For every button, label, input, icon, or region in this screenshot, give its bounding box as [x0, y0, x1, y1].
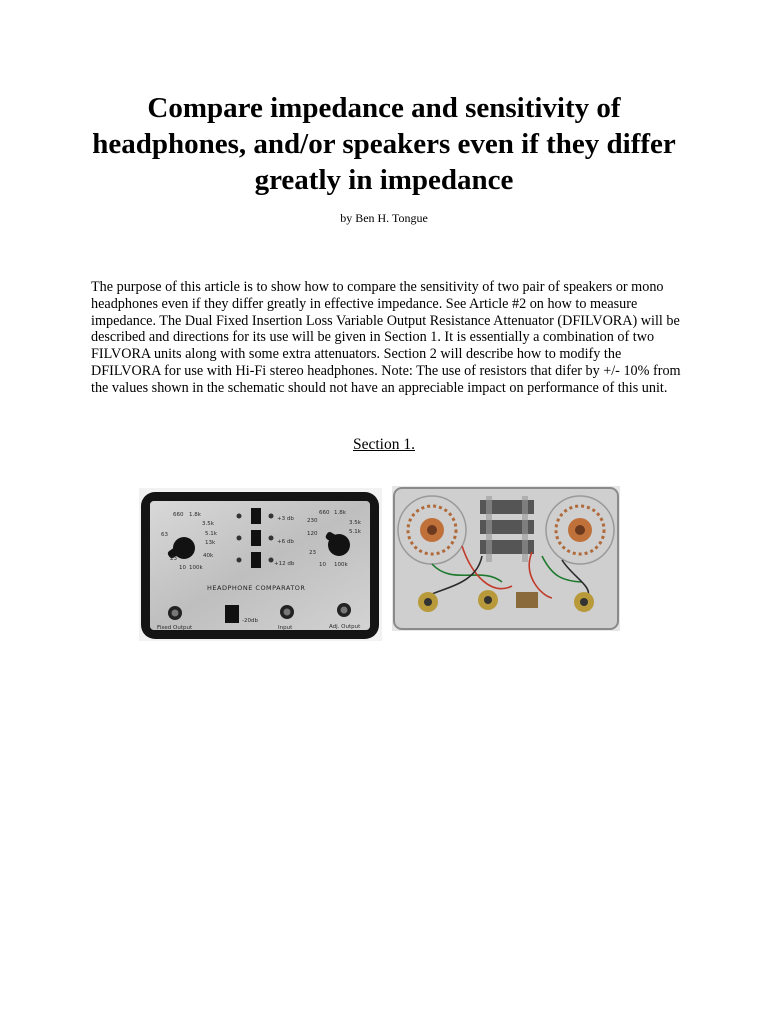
front-right-dial-label: 120 [307, 531, 318, 537]
front-right-dial-label: 1.8k [334, 510, 346, 516]
front-left-dial-label: 660 [173, 512, 184, 518]
svg-text:23 [309, 550, 316, 556]
svg-text:5.1k [349, 529, 362, 535]
front-right-dial-label: 5.1k [349, 529, 361, 535]
front-left-dial-label: 13k [205, 540, 216, 546]
svg-text:3.5k [349, 520, 362, 526]
front-left-dial-label: 63 [161, 532, 168, 538]
svg-text:660 [173, 512, 184, 518]
svg-text:120 [307, 531, 318, 537]
svg-text:-20db [242, 618, 258, 624]
front-right-dial-label: 10 [319, 562, 326, 568]
jack-label: Fixed Output [157, 625, 193, 631]
front-left-dial-label: 5.1k [205, 531, 217, 537]
switch-label: +3 db [277, 516, 294, 522]
svg-text:+3 db [277, 516, 294, 522]
front-right-dial-label: 23 [309, 550, 316, 556]
front-right-dial-label: 660 [319, 510, 330, 516]
svg-text:HEADPHONE COMPARATOR [207, 584, 305, 592]
svg-text:+12 db [274, 561, 295, 567]
svg-text:63 [161, 532, 168, 538]
front-right-dial-label: 100k [334, 562, 348, 568]
page-title: Compare impedance and sensitivity of headphones, and/or speakers even if they differ greatly in impedance [92, 92, 676, 196]
front-left-dial-label: 3.5k [202, 521, 214, 527]
svg-text:100k [334, 562, 348, 568]
front-left-dial-label: 1.8k [189, 512, 201, 518]
svg-text:660 [319, 510, 330, 516]
switch-label: +6 db [277, 539, 294, 545]
svg-text:5.1k [205, 531, 218, 537]
front-left-dial-label: 23 [170, 556, 177, 562]
svg-text:230 [307, 518, 318, 524]
svg-text:10 [179, 565, 186, 571]
switch-label: -20db [242, 618, 258, 624]
byline: by Ben H. Tongue [340, 211, 428, 225]
switch-bank-icon [480, 496, 534, 562]
svg-text:1.8k [334, 510, 347, 516]
svg-text:40k [203, 553, 214, 559]
section-heading: Section 1. [353, 436, 415, 453]
jack-label: Adj. Output [329, 624, 361, 630]
svg-text:23 [170, 556, 177, 562]
front-right-dial-label: 3.5k [349, 520, 361, 526]
svg-text:3.5k [202, 521, 215, 527]
svg-text:Input [278, 625, 293, 631]
front-left-dial-label: 100k [189, 565, 203, 571]
internal-wiring-photo [392, 486, 620, 631]
svg-text:13k [205, 540, 216, 546]
svg-text:Adj. Output [329, 624, 361, 630]
front-panel-photo [139, 488, 382, 641]
svg-text:10 [319, 562, 326, 568]
svg-text:100k [189, 565, 203, 571]
svg-text:Fixed Output [157, 625, 193, 631]
front-right-dial-label: 230 [307, 518, 318, 524]
front-left-dial-label: 40k [203, 553, 214, 559]
intro-paragraph: The purpose of this article is to show how to compare the sensitivity of two pair of speakers or mono headphones even if they differ greatly in effective impedance. See Article #2 on how to measure impedance. The Dual Fixed Insertion Loss Variable Output Resistance Attenuator (DFILVORA) will be described and directions for its use will be given in Section 1. It is essentially a combination of two FILVORA units along with some extra attenuators. Section 2 will describe how to modify the DFILVORA for use with Hi-Fi stereo headphones. Note: The use of resistors that difer by +/- 10% from the values shown in the schematic should not have an appreciable impact on performance of this unit. [91, 279, 681, 396]
switch-label: +12 db [274, 561, 295, 567]
jack-label: Input [278, 625, 293, 631]
panel-name-label: HEADPHONE COMPARATOR [207, 584, 306, 592]
front-left-dial-label: 10 [179, 565, 186, 571]
svg-text:1.8k [189, 512, 202, 518]
svg-text:+6 db [277, 539, 294, 545]
